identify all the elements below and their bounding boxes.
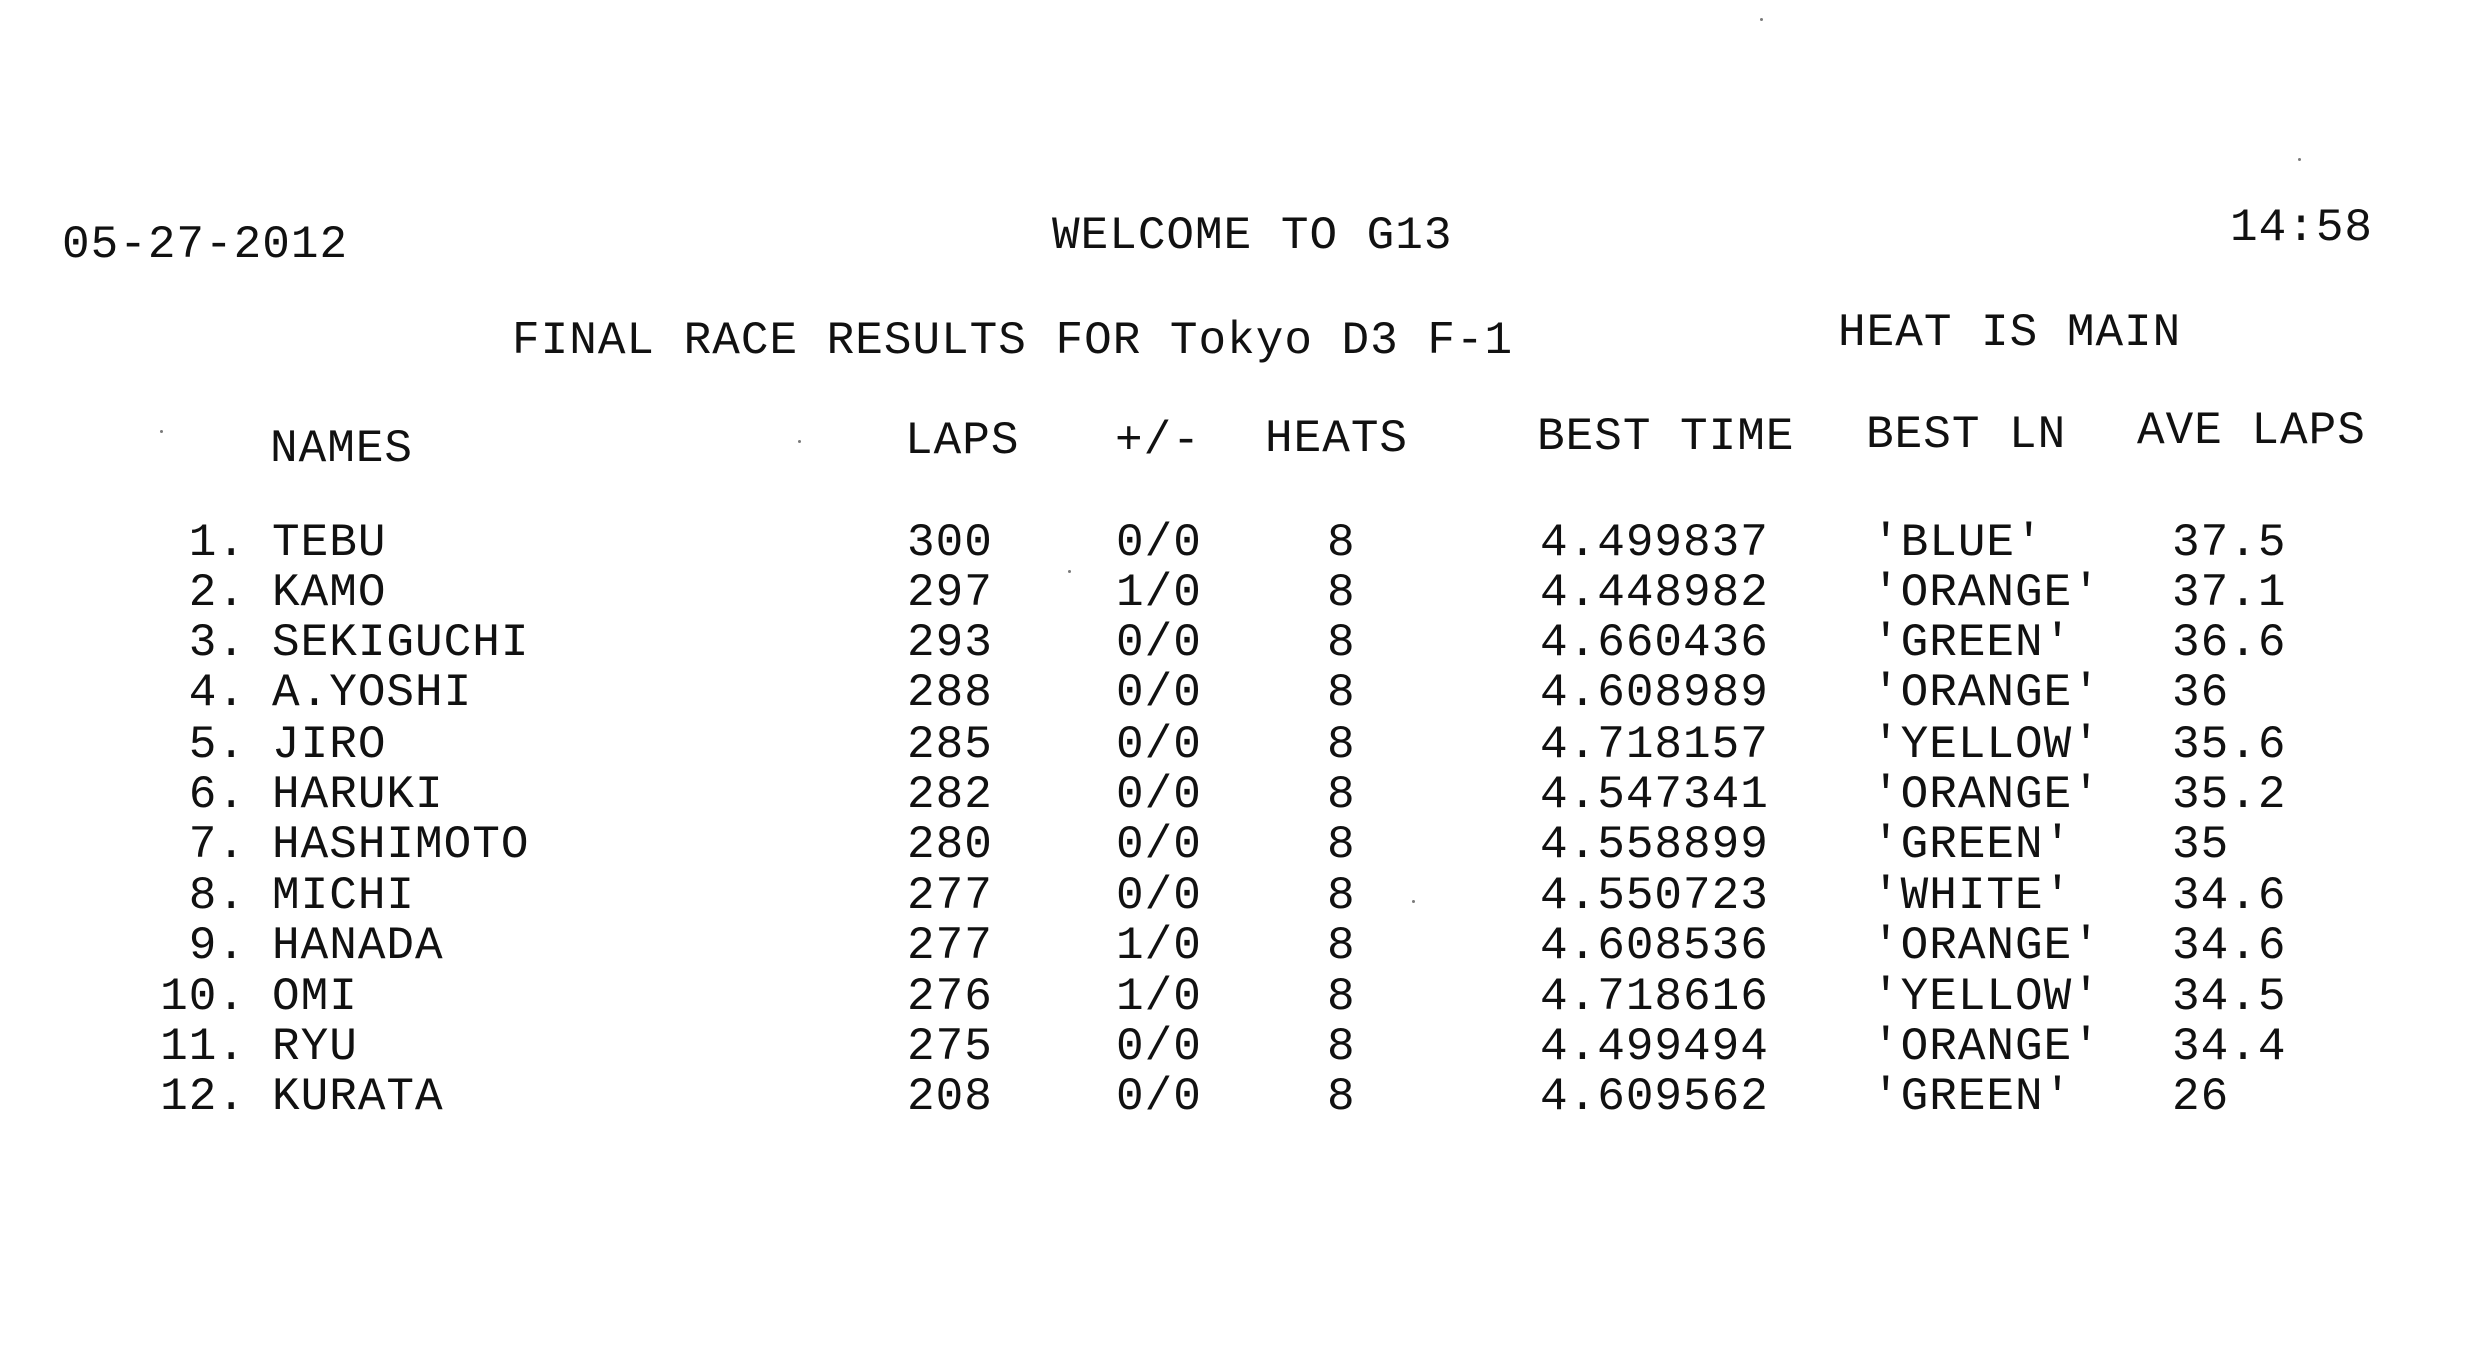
table-row	[0, 769, 2492, 822]
heat-label: HEAT IS MAIN	[1838, 307, 2182, 359]
row-ave-laps: 35	[2172, 819, 2230, 871]
row-name: A.YOSHI	[272, 667, 473, 719]
table-row	[0, 819, 2492, 872]
row-rank: 6.	[188, 769, 246, 821]
row-heats: 8	[1327, 667, 1356, 719]
row-best-time: 4.608989	[1540, 667, 1769, 719]
row-name: JIRO	[272, 719, 387, 771]
row-laps: 288	[907, 667, 993, 719]
row-name: RYU	[272, 1021, 358, 1073]
print-time: 14:58	[2230, 202, 2374, 254]
row-rank: 1.	[188, 517, 246, 569]
row-laps: 275	[907, 1021, 993, 1073]
table-row	[0, 870, 2492, 923]
row-laps: 208	[907, 1071, 993, 1123]
table-row	[0, 1071, 2492, 1124]
row-ave-laps: 34.4	[2172, 1021, 2287, 1073]
row-ave-laps: 37.5	[2172, 517, 2287, 569]
row-best-ln: 'GREEN'	[1872, 617, 2073, 669]
row-rank: 4.	[188, 667, 246, 719]
column-header-heats: HEATS	[1265, 413, 1409, 465]
row-best-time: 4.547341	[1540, 769, 1769, 821]
row-plus-minus: 0/0	[1116, 769, 1202, 821]
print-date: 05-27-2012	[62, 219, 349, 271]
table-row	[0, 617, 2492, 670]
row-heats: 8	[1327, 870, 1356, 922]
row-ave-laps: 34.6	[2172, 870, 2287, 922]
row-rank: 10.	[160, 971, 246, 1023]
row-name: HASHIMOTO	[272, 819, 530, 871]
results-title: FINAL RACE RESULTS FOR Tokyo D3 F-1	[512, 315, 1514, 367]
row-best-time: 4.609562	[1540, 1071, 1769, 1123]
row-laps: 277	[907, 920, 993, 972]
row-rank: 3.	[188, 617, 246, 669]
row-best-ln: 'ORANGE'	[1872, 667, 2101, 719]
row-plus-minus: 0/0	[1116, 517, 1202, 569]
row-rank: 2.	[188, 567, 246, 619]
row-name: MICHI	[272, 870, 416, 922]
row-name: SEKIGUCHI	[272, 617, 530, 669]
row-laps: 280	[907, 819, 993, 871]
row-laps: 285	[907, 719, 993, 771]
row-rank: 5.	[188, 719, 246, 771]
row-heats: 8	[1327, 1021, 1356, 1073]
paper-speck	[1760, 18, 1763, 21]
row-ave-laps: 35.2	[2172, 769, 2287, 821]
row-best-ln: 'GREEN'	[1872, 1071, 2073, 1123]
row-best-ln: 'YELLOW'	[1872, 971, 2101, 1023]
row-plus-minus: 1/0	[1116, 971, 1202, 1023]
row-best-time: 4.499494	[1540, 1021, 1769, 1073]
column-header-names: NAMES	[270, 423, 414, 475]
row-heats: 8	[1327, 819, 1356, 871]
row-name: HANADA	[272, 920, 444, 972]
paper-speck	[798, 440, 801, 443]
row-best-ln: 'ORANGE'	[1872, 920, 2101, 972]
paper-speck	[160, 430, 163, 433]
row-heats: 8	[1327, 719, 1356, 771]
row-laps: 282	[907, 769, 993, 821]
row-plus-minus: 0/0	[1116, 719, 1202, 771]
row-laps: 297	[907, 567, 993, 619]
table-row	[0, 667, 2492, 720]
row-ave-laps: 34.6	[2172, 920, 2287, 972]
row-rank: 8.	[188, 870, 246, 922]
row-plus-minus: 0/0	[1116, 870, 1202, 922]
row-heats: 8	[1327, 617, 1356, 669]
row-laps: 277	[907, 870, 993, 922]
table-row	[0, 971, 2492, 1024]
paper-speck	[1412, 900, 1415, 903]
row-heats: 8	[1327, 1071, 1356, 1123]
row-plus-minus: 0/0	[1116, 617, 1202, 669]
welcome-title: WELCOME TO G13	[1052, 210, 1453, 262]
row-best-ln: 'BLUE'	[1872, 517, 2044, 569]
row-best-time: 4.608536	[1540, 920, 1769, 972]
row-laps: 276	[907, 971, 993, 1023]
row-ave-laps: 36.6	[2172, 617, 2287, 669]
row-best-time: 4.718616	[1540, 971, 1769, 1023]
row-rank: 11.	[160, 1021, 246, 1073]
row-heats: 8	[1327, 920, 1356, 972]
row-rank: 12.	[160, 1071, 246, 1123]
row-ave-laps: 36	[2172, 667, 2230, 719]
row-plus-minus: 0/0	[1116, 1021, 1202, 1073]
row-plus-minus: 0/0	[1116, 667, 1202, 719]
row-laps: 293	[907, 617, 993, 669]
row-plus-minus: 1/0	[1116, 920, 1202, 972]
column-header-laps: LAPS	[905, 415, 1020, 467]
row-ave-laps: 37.1	[2172, 567, 2287, 619]
column-header-best-ln: BEST LN	[1866, 409, 2067, 461]
row-name: OMI	[272, 971, 358, 1023]
table-row	[0, 567, 2492, 620]
row-name: KURATA	[272, 1071, 444, 1123]
row-name: KAMO	[272, 567, 387, 619]
row-rank: 9.	[188, 920, 246, 972]
row-best-ln: 'WHITE'	[1872, 870, 2073, 922]
row-best-time: 4.499837	[1540, 517, 1769, 569]
row-best-ln: 'ORANGE'	[1872, 567, 2101, 619]
row-best-time: 4.718157	[1540, 719, 1769, 771]
row-best-ln: 'ORANGE'	[1872, 1021, 2101, 1073]
row-plus-minus: 1/0	[1116, 567, 1202, 619]
row-best-time: 4.558899	[1540, 819, 1769, 871]
row-plus-minus: 0/0	[1116, 1071, 1202, 1123]
row-ave-laps: 26	[2172, 1071, 2230, 1123]
row-best-time: 4.550723	[1540, 870, 1769, 922]
row-best-ln: 'GREEN'	[1872, 819, 2073, 871]
column-header-plus-minus: +/-	[1115, 415, 1201, 467]
row-best-ln: 'ORANGE'	[1872, 769, 2101, 821]
table-row	[0, 1021, 2492, 1074]
row-name: TEBU	[272, 517, 387, 569]
row-heats: 8	[1327, 971, 1356, 1023]
row-best-ln: 'YELLOW'	[1872, 719, 2101, 771]
row-ave-laps: 35.6	[2172, 719, 2287, 771]
row-laps: 300	[907, 517, 993, 569]
table-row	[0, 719, 2492, 772]
row-best-time: 4.660436	[1540, 617, 1769, 669]
column-header-best-time: BEST TIME	[1537, 411, 1795, 463]
row-ave-laps: 34.5	[2172, 971, 2287, 1023]
row-plus-minus: 0/0	[1116, 819, 1202, 871]
row-heats: 8	[1327, 517, 1356, 569]
column-header-ave-laps: AVE LAPS	[2137, 405, 2366, 457]
row-best-time: 4.448982	[1540, 567, 1769, 619]
row-rank: 7.	[188, 819, 246, 871]
paper-speck	[1068, 570, 1071, 573]
paper-speck	[2298, 158, 2301, 161]
table-row	[0, 920, 2492, 973]
row-heats: 8	[1327, 769, 1356, 821]
table-row	[0, 517, 2492, 570]
row-heats: 8	[1327, 567, 1356, 619]
row-name: HARUKI	[272, 769, 444, 821]
